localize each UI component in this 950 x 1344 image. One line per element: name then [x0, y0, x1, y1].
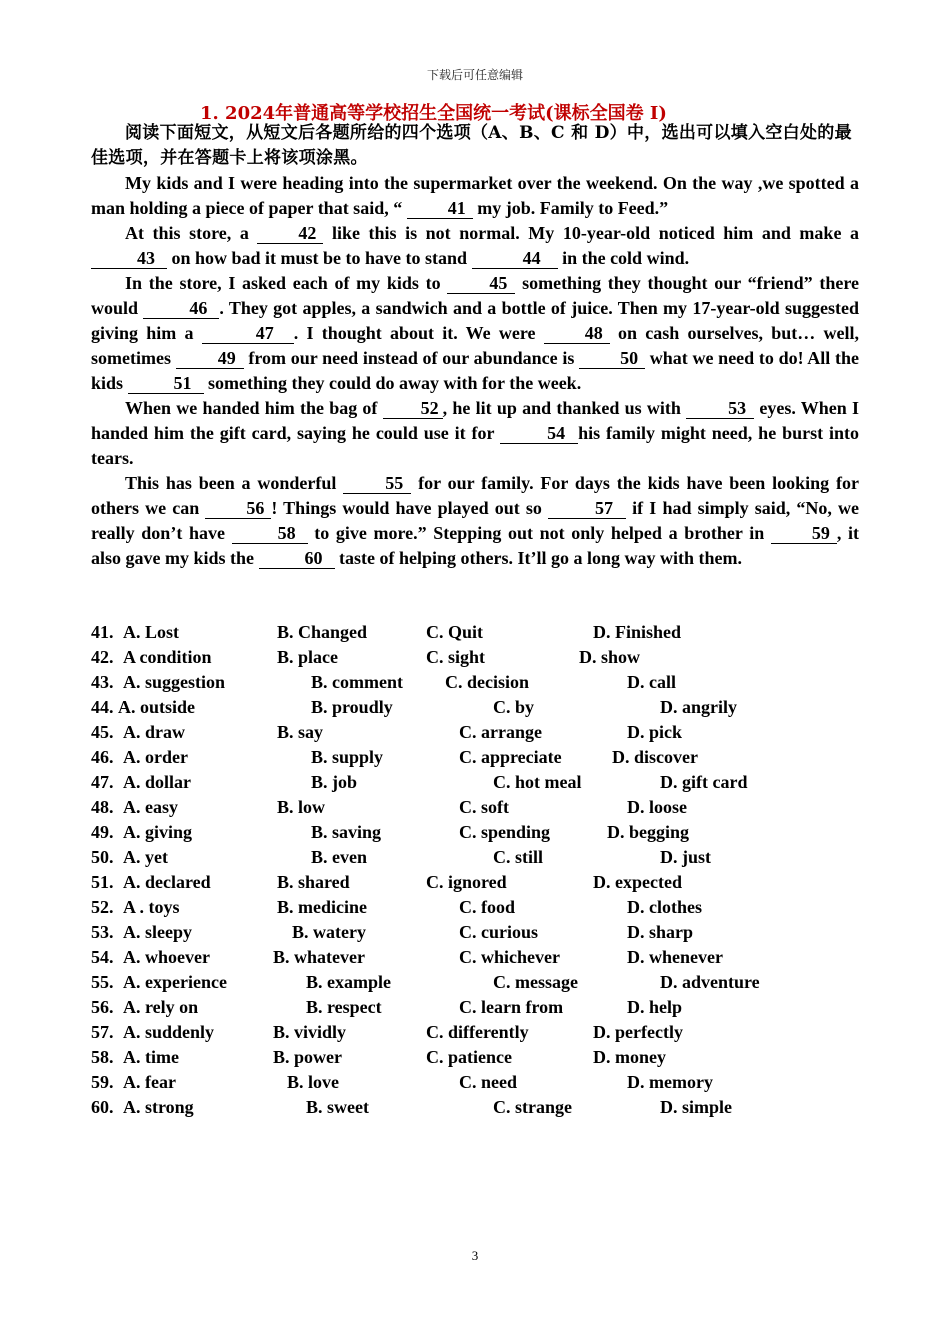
option-d: D. money [593, 1047, 666, 1067]
option-a: A. time [123, 1047, 179, 1067]
option-a: A. draw [123, 722, 185, 742]
option-a: A. Lost [123, 622, 180, 642]
option-a: A. whoever [123, 947, 210, 967]
question-number: 43. [91, 672, 114, 692]
question-number: 57. [91, 1022, 114, 1042]
option-d: D. clothes [627, 897, 702, 917]
question-number: 44. [91, 697, 114, 717]
blank-52: 52 [383, 399, 443, 419]
option-row-57 [91, 1020, 891, 1045]
option-c: C. learn from [459, 997, 564, 1017]
option-b: B. example [306, 972, 391, 992]
option-d: D. adventure [660, 972, 760, 992]
option-c: C. decision [445, 672, 530, 692]
option-c: C. Quit [426, 622, 484, 642]
option-row-55 [91, 970, 891, 995]
blank-51: 51 [128, 374, 204, 394]
option-b: B. medicine [277, 897, 367, 917]
passage-text: to give more.” Stepping out not only helped a brother in [307, 523, 771, 543]
option-d: D. call [627, 672, 676, 692]
passage-text: eyes. When I handed him the gift card, saying he could use it for [91, 398, 859, 443]
option-row-46 [91, 745, 891, 770]
option-row-60 [91, 1095, 891, 1120]
option-a: A. rely on [123, 997, 199, 1017]
option-c: C. appreciate [459, 747, 562, 767]
option-a: A. outside [118, 697, 196, 717]
option-d: D. sharp [627, 922, 694, 942]
passage-text: what we need to do! All the kids [91, 348, 859, 393]
passage-text: My kids and I were heading into the supermarket over the weekend. On the way ,we spotted a man holding a piece of paper that said, “ [91, 173, 859, 218]
option-row-47 [91, 770, 891, 795]
question-number: 45. [91, 722, 114, 742]
passage-text: something they could do away with for the week. [203, 373, 582, 393]
option-b: B. watery [292, 922, 366, 942]
passage-text: on how bad it must be to have to stand [167, 248, 472, 268]
blank-60: 60 [259, 549, 335, 569]
option-a: A condition [123, 647, 212, 667]
option-c: C. need [459, 1072, 517, 1092]
option-d: D. show [579, 647, 641, 667]
passage-text: from our need instead of our abundance is [243, 348, 580, 368]
option-row-42 [91, 645, 891, 670]
blank-54: 54 [500, 424, 578, 444]
option-a: A. fear [123, 1072, 176, 1092]
option-b: B. power [273, 1047, 342, 1067]
options-list [91, 620, 891, 1120]
blank-57: 57 [548, 499, 626, 519]
question-number: 56. [91, 997, 114, 1017]
option-row-50 [91, 845, 891, 870]
option-a: A. giving [123, 822, 193, 842]
option-b: B. proudly [311, 697, 393, 717]
option-a: A. sleepy [123, 922, 192, 942]
blank-45: 45 [447, 274, 515, 294]
option-c: C. arrange [459, 722, 542, 742]
option-d: D. perfectly [593, 1022, 683, 1042]
blank-41: 41 [407, 199, 473, 219]
blank-55: 55 [343, 474, 411, 494]
option-a: A. dollar [123, 772, 192, 792]
option-d: D. help [627, 997, 683, 1017]
option-b: B. comment [311, 672, 403, 692]
option-row-52 [91, 895, 891, 920]
question-number: 53. [91, 922, 114, 942]
passage-text: At this store, a [125, 223, 258, 243]
option-c: C. soft [459, 797, 509, 817]
option-row-54 [91, 945, 891, 970]
option-b: B. low [277, 797, 326, 817]
option-d: D. discover [612, 747, 698, 767]
option-row-59 [91, 1070, 891, 1095]
passage-text: When we handed him the bag of [125, 398, 383, 418]
blank-56: 56 [205, 499, 271, 519]
blank-58: 58 [232, 524, 308, 544]
option-c: C. curious [459, 922, 539, 942]
option-row-41 [91, 620, 891, 645]
option-d: D. Finished [593, 622, 682, 642]
option-d: D. pick [627, 722, 683, 742]
option-row-56 [91, 995, 891, 1020]
question-number: 60. [91, 1097, 114, 1117]
blank-49: 49 [176, 349, 244, 369]
passage-paragraph [91, 221, 859, 271]
option-c: C. by [493, 697, 535, 717]
passage-text: , it also gave my kids the [91, 523, 859, 568]
option-c: C. whichever [459, 947, 560, 967]
question-number: 50. [91, 847, 114, 867]
passage-text: on cash ourselves, but… well, sometimes [91, 323, 859, 368]
passage-body [91, 121, 859, 571]
passage-text: taste of helping others. It’ll go a long way with them. [334, 548, 743, 568]
option-b: B. vividly [273, 1022, 347, 1042]
option-b: B. saving [311, 822, 382, 842]
blank-53: 53 [686, 399, 754, 419]
option-b: B. love [287, 1072, 339, 1092]
question-number: 58. [91, 1047, 114, 1067]
option-c: C. message [493, 972, 578, 992]
passage-text: if I had simply said, “No, we really don’t have [91, 498, 859, 543]
passage-text: my job. Family to Feed.” [472, 198, 669, 218]
instructions: 阅读下面短文，从短文后各题所给的四个选项（A、B、C 和 D）中，选出可以填入空白处的最佳选项，并在答题卡上将该项涂黑。 [91, 123, 852, 168]
option-a: A. suddenly [123, 1022, 215, 1042]
option-c: C. hot meal [493, 772, 582, 792]
passage-paragraph [91, 471, 859, 571]
exam-title: 1. 2024年普通高等学校招生全国统一考试(课标全国卷 I) [200, 103, 667, 124]
passage-text: This has been a wonderful [125, 473, 344, 493]
option-b: B. Changed [277, 622, 368, 642]
blank-50: 50 [579, 349, 645, 369]
option-a: A. suggestion [123, 672, 226, 692]
option-c: C. strange [493, 1097, 572, 1117]
option-row-58 [91, 1045, 891, 1070]
passage-paragraph [91, 396, 859, 471]
passage-text: in the cold wind. [557, 248, 690, 268]
option-b: B. respect [306, 997, 382, 1017]
option-d: D. whenever [627, 947, 723, 967]
blank-47: 47 [202, 324, 294, 344]
question-number: 49. [91, 822, 114, 842]
option-row-43 [91, 670, 891, 695]
option-b: B. even [311, 847, 367, 867]
page-number: 3 [471, 1248, 479, 1263]
question-number: 48. [91, 797, 114, 817]
option-b: B. supply [311, 747, 384, 767]
option-b: B. say [277, 722, 324, 742]
passage-text: ! Things would have played out so [271, 498, 549, 518]
option-c: C. still [493, 847, 544, 867]
option-d: D. angrily [660, 697, 738, 717]
option-b: B. job [311, 772, 358, 792]
question-number: 47. [91, 772, 114, 792]
passage-text: for our family. For days the kids have been looking for others we can [91, 473, 859, 518]
option-c: C. sight [426, 647, 486, 667]
option-c: C. food [459, 897, 516, 917]
option-a: A. yet [123, 847, 168, 867]
passage-paragraph [91, 271, 859, 396]
blank-44: 44 [472, 249, 558, 269]
passage-text: . I thought about it. We were [293, 323, 544, 343]
option-d: D. memory [627, 1072, 713, 1092]
blank-59: 59 [771, 524, 837, 544]
passage-text: like this is not normal. My 10-year-old noticed him and make a [323, 223, 859, 243]
option-d: D. gift card [660, 772, 748, 792]
option-a: A. strong [123, 1097, 194, 1117]
option-c: C. differently [426, 1022, 529, 1042]
option-d: D. just [660, 847, 712, 867]
passage-text: , he lit up and thanked us with [442, 398, 687, 418]
blank-43: 43 [91, 249, 167, 269]
passage [91, 171, 859, 571]
option-a: A. order [123, 747, 188, 767]
blank-48: 48 [544, 324, 610, 344]
question-number: 52. [91, 897, 114, 917]
question-number: 55. [91, 972, 114, 992]
passage-paragraph [91, 171, 859, 221]
option-c: C. ignored [426, 872, 507, 892]
option-row-49 [91, 820, 891, 845]
option-row-51 [91, 870, 891, 895]
option-d: D. expected [593, 872, 682, 892]
option-c: C. patience [426, 1047, 512, 1067]
passage-text: . They got apples, a sandwich and a bottle of juice. Then my 17-year-old suggested giving him a [91, 298, 859, 343]
option-a: A. declared [123, 872, 211, 892]
question-number: 54. [91, 947, 114, 967]
option-b: B. sweet [306, 1097, 369, 1117]
page-header: 下载后可任意编辑 [426, 68, 523, 82]
blank-46: 46 [143, 299, 219, 319]
passage-text: his family might need, he burst into tears. [91, 423, 859, 468]
option-b: B. place [277, 647, 338, 667]
option-d: D. loose [627, 797, 687, 817]
option-d: D. simple [660, 1097, 732, 1117]
option-b: B. whatever [273, 947, 365, 967]
option-row-53 [91, 920, 891, 945]
option-b: B. shared [277, 872, 350, 892]
question-number: 46. [91, 747, 114, 767]
question-number: 59. [91, 1072, 114, 1092]
question-number: 41. [91, 622, 114, 642]
passage-text: something they thought our “friend” there would [91, 273, 859, 318]
option-a: A . toys [123, 897, 180, 917]
option-a: A. experience [123, 972, 227, 992]
blank-42: 42 [257, 224, 323, 244]
option-d: D. begging [607, 822, 690, 842]
passage-text: In the store, I asked each of my kids to [125, 273, 448, 293]
option-a: A. easy [123, 797, 178, 817]
option-row-45 [91, 720, 891, 745]
option-row-44 [91, 695, 891, 720]
option-row-48 [91, 795, 891, 820]
question-number: 42. [91, 647, 114, 667]
question-number: 51. [91, 872, 114, 892]
option-c: C. spending [459, 822, 551, 842]
